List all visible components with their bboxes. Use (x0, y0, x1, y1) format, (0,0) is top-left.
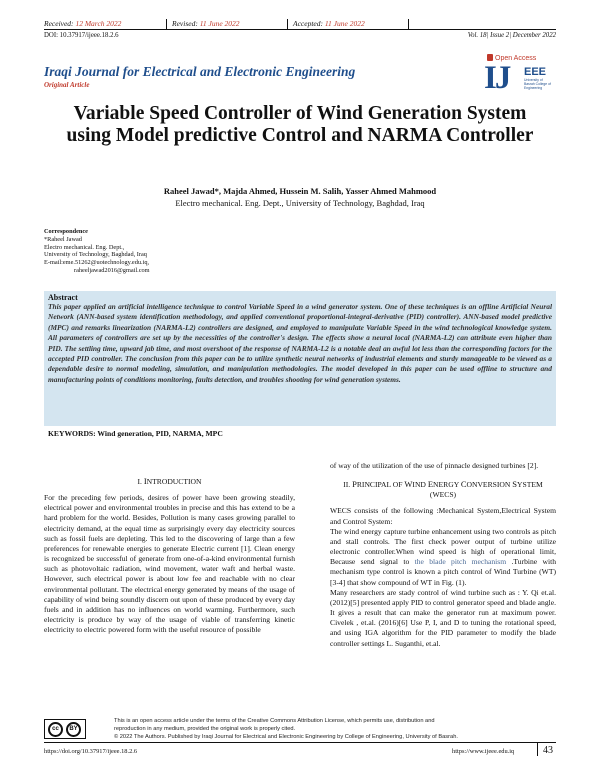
footer-rule (44, 742, 556, 743)
section-heading-introduction: I. INTRODUCTION (137, 476, 202, 486)
correspondence-line: Electro mechanical. Eng. Dept., (44, 243, 125, 251)
author-list: Raheel Jawad*, Majda Ahmed, Hussein M. Salih, Yasser Ahmed Mahmood (163, 186, 437, 196)
introduction-paragraph: For the preceding few periods, desires of power have been growing steadily, electrical power and environmental troubles in precise and this has extend to be a hard problem for the world. Besides, Pollution is many cases growing parallel to electricity demand, at the equal time as surprisingly every day electricity sources such as fossil fuels are depleting. This led to the discovering of large than a few preferences for renewable energies to generate Electric current [1]. Clean energy is recognized be successful of generate from one-of-a-kind environmental furnish such as photovoltaic radiation, wind movement, water waft and herbal waste. However, such electrical power is about low fee and reachable with no clear environmental pollutant. The electrical energy generated by means of the usage of capability of wind being soundly discern out upon of these produced by every day fuels and in addition has no influences on world warming. Furthermore, such electricity is produce by way of the usage of viable of transferring kinetic electricity to electric powered form with the useful resource of possible (44, 493, 295, 635)
left-column (44, 476, 295, 635)
revised-date: 11 June 2022 (199, 19, 240, 28)
open-access-badge: Open Access (487, 54, 536, 62)
page-number: 43 (543, 745, 553, 756)
correspondence-heading: Correspondence (44, 228, 88, 235)
volume-issue: Vol. 18| Issue 2| December 2022 (467, 32, 556, 39)
correspondence-email: E-mail:eme.51262@uotechnology.edu.iq, (44, 259, 150, 267)
correspondence-email-alt: raheeljawad2016@gmail.com (74, 266, 150, 274)
received-date: 12 March 2022 (75, 19, 122, 28)
footer-site-link[interactable]: https://www.ijeee.edu.iq (452, 748, 515, 755)
doi: DOI: 10.37917/ijeee.18.2.6 (44, 32, 119, 39)
section-heading-wecs: II. PRINCIPAL OF WIND ENERGY CONVERSION SYSTEM (WECS) (343, 479, 543, 500)
creative-commons-icon: cc BY (44, 719, 86, 739)
doi-line (44, 32, 556, 39)
researchers-paragraph: Many researchers are stady control of wind turbine such as : Y. Qi et.al. (2012)[5] presented apply PID to control generator speed and blade angle. It gives a result that can make the generator run at maximum power. Civelek , et.al. (2016)[6] Use P, I, and D to tuning the rotational speed, and using IGA algorithm for the PID parameter to modify the blade controller settings L. Suganthi, et.al. (330, 587, 556, 648)
header-rule (44, 29, 556, 30)
continued-paragraph: of way of the utilization of the use of pinnacle designed turbines [2]. (330, 461, 539, 470)
abstract-box (44, 291, 556, 426)
article-type: Original Article (44, 81, 90, 89)
license-text: This is an open access article under the terms of the Creative Commons Attribution License, which permits use, distribution and reproduction in any medium, provided the original work is properly cited. © 2022 The Authors. Published by Iraqi Journal for Electrical and Electronic Engineering by College of Engineering, University of Basrah. (114, 718, 458, 740)
abstract-text: This paper applied an artificial intelligence technique to control Variable Speed in a wind generator system. One of these techniques is an offline Artificial Neural Network (ANN-based system identification methodology, and applied conventional proportional-integral-derivative (PID) controller). ANN-based model predictive (MPC) and remarks linearization (NARMA-L2) controllers are designed, and employed to manipulate Variable Speed in the wind technological knowledge system. All parameters of controllers are set up by the necessities of the controller's design. The effects show a neural local (NARMA-L2) can attribute even higher than PID. The settling time, upward jab time, and most overshoot of the response of NARMA-L2 is a notable deal an awful lot less than the corresponding factors for the accepted PID controller. The conclusion from this paper can be to utilize synthetic neural networks of industrial elements and sturdy manageable to be viewed as a dependable desire to normal modeling, simulation, and manipulation methodologies. The model developed in this paper can be used offline to structure and manufacturing points of conditions monitoring, faults detection, and troubles shooting for wind generation systems. (48, 302, 552, 384)
received: Received: 12 March 2022 (44, 19, 122, 28)
right-column (330, 461, 556, 649)
journal-logo: IJ EEE University of Basrah College of Engineering (484, 60, 551, 96)
submission-dates (44, 19, 556, 31)
paper-title: Variable Speed Controller of Wind Generation System using Model predictive Control and NARMA Controller (66, 103, 534, 146)
correspondence-block (44, 228, 264, 275)
revised: Revised: 11 June 2022 (172, 19, 240, 28)
license-block (44, 717, 556, 743)
accepted-date: 11 June 2022 (324, 19, 365, 28)
turbine-paragraph: The wind energy capture turbine enhancement using two controls as pitch and stall controls. The first check power output of turbine utilize electronic controller.When wind speed is high of operational limit, Because send signal to the blade pitch mechanism .Turbine with mechanism type control is known a pitch control of Wind Turbine (WT)[3-4] that show compound of WT in Fig. (1). (330, 526, 557, 587)
correspondence-line: *Raheel Jawad (44, 235, 82, 243)
correspondence-line: University of Technology, Baghdad, Iraq (44, 251, 147, 259)
footer-divider (537, 743, 538, 756)
footer-doi-link[interactable]: https://doi.org/10.37917/ijeee.18.2.6 (44, 748, 138, 755)
keywords: KEYWORDS: Wind generation, PID, NARMA, MPC (48, 429, 223, 438)
affiliation: Electro mechanical. Eng. Dept., University of Technology, Baghdad, Iraq (175, 198, 425, 208)
wecs-paragraph: WECS consists of the following :Mechanical System,Electrical System and Control System: (330, 506, 556, 526)
abstract-heading: Abstract (48, 293, 78, 302)
accepted: Accepted: 11 June 2022 (293, 19, 365, 28)
journal-name: Iraqi Journal for Electrical and Electronic Engineering (44, 64, 356, 79)
